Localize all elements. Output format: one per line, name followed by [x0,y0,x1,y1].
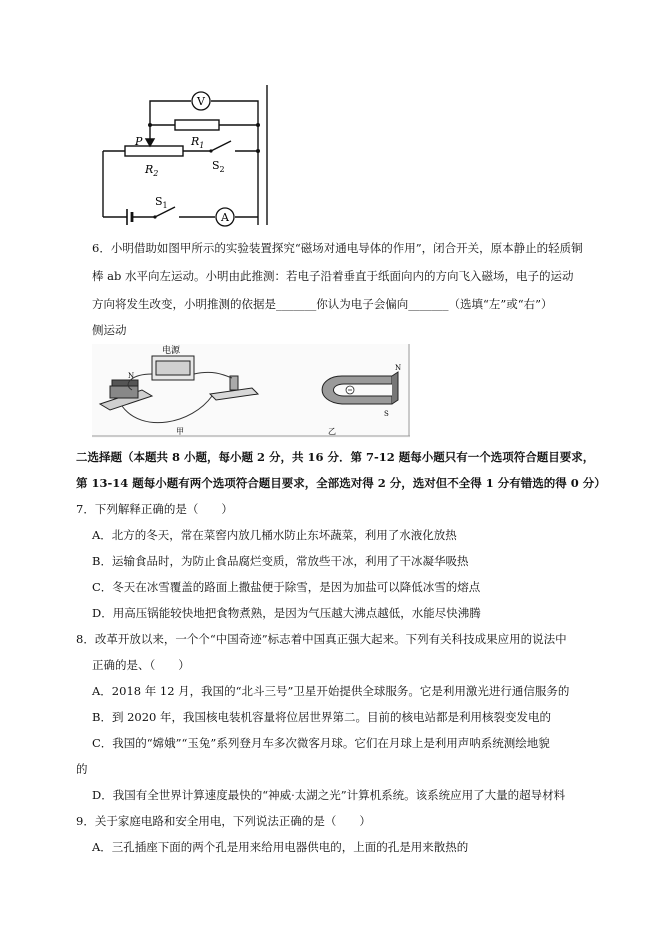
q7-option-b: B．运输食品时，为防止食品腐烂变质，常放些干冰，利用了干冰凝华吸热 [92,554,469,568]
q6-line3: 方向将发生改变，小明推测的依据是_______你认为电子会偏向_______（选填“左”或“右”） [92,297,553,311]
q6-line2: 棒 ab 水平向左运动。小明由此推测：若电子沿着垂直于纸面向内的方向飞入磁场，电子的运动 [92,269,574,283]
q8-stem-line1: 8．改革开放以来，一个个“中国奇迹”标志着中国真正强大起来。下列有关科技成果应用的说法中 [76,632,567,646]
power-source-label: 电源 [162,346,181,356]
south-pole-label-right: S [384,410,389,418]
slider-p-label: P [135,135,143,148]
magnet-experiment-figure [92,344,410,438]
q9-option-a: A．三孔插座下面的两个孔是用来给用电器供电的，上面的孔是用来散热的 [92,840,469,854]
figure-label-jia: 甲 [176,427,184,436]
q9-stem: 9．关于家庭电路和安全用电，下列说法正确的是（ ） [76,814,371,828]
q8-option-a: A．2018 年 12 月，我国的“北斗三号”卫星开始提供全球服务。它是利用激光进行通信服务的 [92,684,570,698]
ammeter-label: A [221,211,229,224]
figure-label-yi: 乙 [328,427,336,436]
s1-label: $S_1$ [155,195,168,210]
circuit-diagram [95,85,275,230]
r2-label: $R_2$ [145,163,159,178]
q8-option-c-line2: 的 [76,762,88,776]
q7-option-a: A．北方的冬天，常在菜窖内放几桶水防止东坏蔬菜，利用了水液化放热 [92,528,457,542]
q8-option-d: D．我国有全世界计算速度最快的“神威·太湖之光”计算机系统。该系统应用了大量的超导材料 [92,788,566,802]
voltmeter-label: V [197,95,205,108]
q6-line1: 6．小明借助如图甲所示的实验装置探究“磁场对通电导体的作用”，闭合开关，原本静止的轻质铜 [92,241,583,255]
q7-stem: 7．下列解释正确的是（ ） [76,502,233,516]
q7-option-d: D．用高压锅能较快地把食物煮熟，是因为气压越大沸点越低，水能尽快沸腾 [92,606,481,620]
q7-option-c: C．冬天在冰雪覆盖的路面上撒盐便于除雪，是因为加盐可以降低冰雪的熔点 [92,580,481,594]
q8-stem-line2: 正确的是、（ ） [92,658,190,672]
s2-label: $S_2$ [212,159,225,174]
section-2-line2: 第 13-14 题每小题有两个选项符合题目要求，全部选对得 2 分，选对但不全得 1 分有错选的得 0 分） [76,476,606,490]
section-2-line1: 二选择题（本题共 8 小题，每小题 2 分，共 16 分．第 7-12 题每小题只有一个选项符合题目要求， [76,450,595,464]
q8-option-c-line1: C．我国的“嫦娥”“玉兔”系列登月车多次微客月球。它们在月球上是利用声呐系统测绘地貌 [92,736,550,750]
q6-line4: 侧运动 [92,323,127,337]
north-pole-label-left: N [128,372,135,380]
q8-option-b: B．到 2020 年，我国核电装机容量将位居世界第二。目前的核电站都是利用核裂变发电的 [92,710,552,724]
north-pole-label-right: N [395,364,402,372]
r1-label: $R_1$ [191,135,205,150]
